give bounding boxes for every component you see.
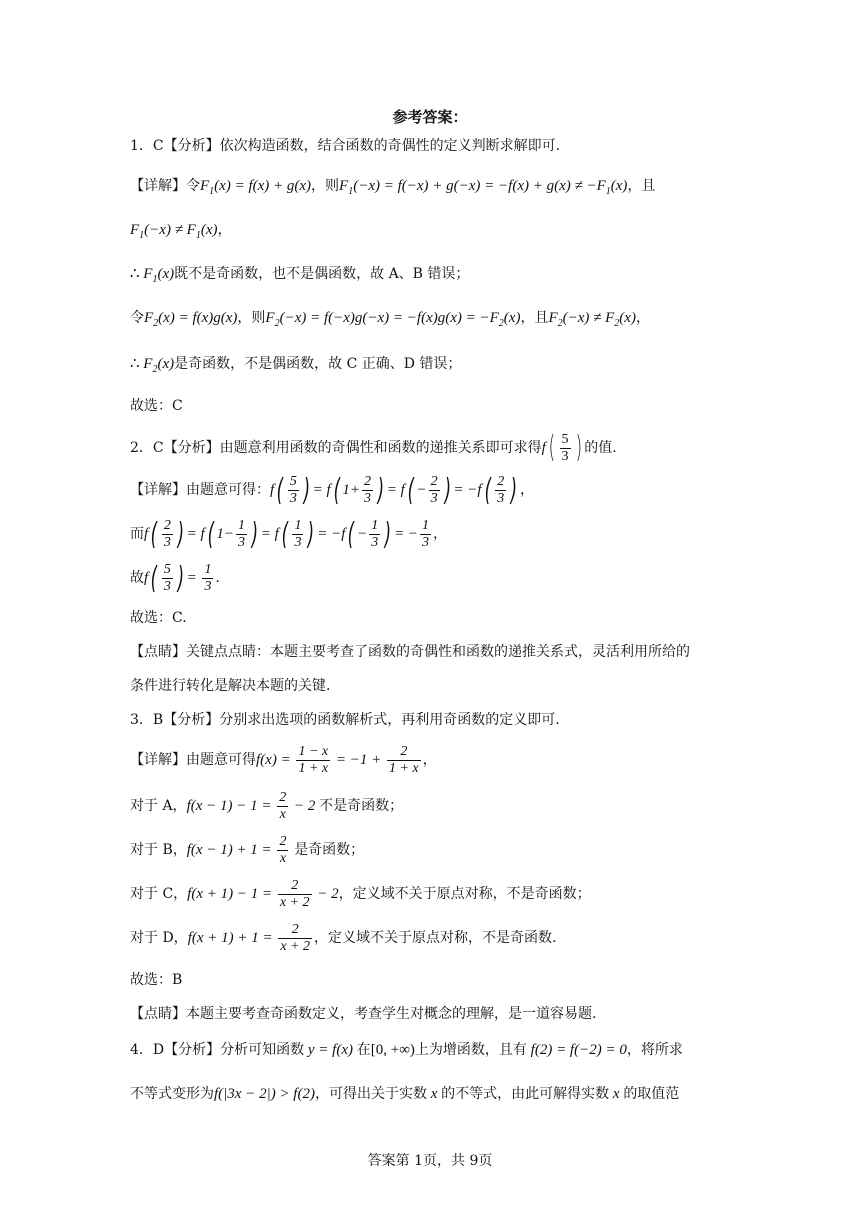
- q4-text: ，可得出关于实数: [314, 1086, 427, 1102]
- q1-formula-ineq2: $F_2(-x) \ne F_2(x)$: [548, 310, 636, 329]
- q3-formula-a: f(x − 1) − 1 = $\frac{2}{x}$ − 2: [186, 790, 320, 823]
- therefore-symbol: ∴: [130, 266, 144, 282]
- q3-option-label: 对于 D，: [130, 930, 188, 946]
- q3-option-label: 对于 A，: [130, 798, 187, 814]
- q3-formula-d: f(x + 1) + 1 = $\frac{2}{x + 2}$: [187, 922, 311, 955]
- q2-detail-label: 【详解】由题意可得：: [130, 482, 270, 498]
- q1-detail-line3: [130, 264, 750, 290]
- q2-formula-chain1: f( $\frac{5}{3}$ ) = f( 1+ $\frac{2}{3}$ ) = f( − $\frac{2}{3}$ ) = −f( $\frac{2}{3}$ ): [270, 472, 518, 508]
- q2-note-text: 条件进行转化是解决本题的关键.: [130, 678, 331, 694]
- q2-answer-text: 故选：C.: [130, 610, 187, 626]
- page-footer: 答案第 1页，共 9页: [367, 1153, 493, 1169]
- q2-detail-line1: [130, 472, 750, 508]
- q4-formula-values: f(2) = f(−2) = 0: [526, 1042, 627, 1058]
- q3-text: 是奇函数；: [294, 842, 365, 858]
- q1-analysis-text: 1．C【分析】依次构造函数，结合函数的奇偶性的定义判断求解即可.: [130, 138, 561, 154]
- q3-analysis-text: 3．B【分析】分别求出选项的函数解析式，再利用奇函数的定义即可.: [130, 712, 560, 728]
- q3-formula-b: f(x − 1) + 1 = $\frac{2}{x}$: [186, 834, 287, 867]
- q2-note-line2: [130, 676, 750, 696]
- q3-text: 不是奇函数；: [319, 798, 404, 814]
- q4-analysis-line1: [130, 1040, 750, 1060]
- q1-text: 是奇函数，不是偶函数，故 C 正确、D 错误；: [174, 356, 462, 372]
- q2-text: .: [215, 570, 220, 586]
- q3-option-label: 对于 C，: [130, 886, 188, 902]
- q3-formula-c: f(x + 1) − 1 = $\frac{2}{x + 2}$ − 2: [187, 878, 339, 911]
- q2-answer: [130, 608, 750, 628]
- q1-detail-line5: [130, 354, 750, 380]
- q1-detail-line4: [130, 308, 750, 334]
- q1-text: ，: [217, 222, 232, 238]
- q2-analysis-text: 2．C【分析】由题意利用函数的奇偶性和函数的递推关系即可求得: [130, 440, 542, 456]
- q2-note-line1: [130, 642, 750, 662]
- q2-formula-result: f( $\frac{5}{3}$ ) = $\frac{1}{3}$: [144, 560, 212, 596]
- q3-detail-label: 【详解】由题意可得: [130, 752, 256, 768]
- q1-formula-f1-neg: $F_1(-x) = f(-x) + g(-x) = -f(x) + g(x) \ne -F_1(x)$: [339, 178, 628, 197]
- q4-text: 4．D【分析】分析可知函数: [130, 1042, 305, 1058]
- q2-note-text: 【点睛】关键点点睛：本题主要考查了函数的奇偶性和函数的递推关系式，灵活利用所给的: [130, 644, 690, 660]
- q4-formula-interval: [0, +∞): [370, 1042, 415, 1058]
- q1-formula: $F_2(x)$: [143, 356, 175, 375]
- q1-formula: $F_1(x)$: [143, 266, 175, 285]
- q1-text: 令: [130, 310, 144, 326]
- q1-answer-text: 故选：C: [130, 398, 183, 414]
- q4-analysis-line2: [130, 1084, 750, 1104]
- q2-detail-line2: [130, 516, 750, 552]
- q2-detail-line3: [130, 560, 750, 596]
- q3-text: ，定义域不关于原点对称，不是奇函数.: [314, 930, 557, 946]
- q4-formula-ineq: f(|3x − 2|) > f(2): [214, 1086, 315, 1102]
- q2-text: 故: [130, 570, 144, 586]
- q4-var: x: [609, 1086, 624, 1102]
- q1-text: 既不是奇函数，也不是偶函数，故 A、B 错误；: [174, 266, 470, 282]
- q1-detail-label: 【详解】令: [130, 178, 200, 194]
- q4-text: 上为增函数，且有: [414, 1042, 527, 1058]
- q3-note: [130, 1004, 750, 1024]
- q1-text: ，则: [311, 178, 340, 194]
- q4-formula: y = f(x): [304, 1042, 357, 1058]
- q2-text: ，: [432, 526, 447, 542]
- page-title: 参考答案：: [392, 108, 468, 126]
- q1-formula-ineq: $F_1(-x) \ne F_1(x)$: [130, 222, 218, 241]
- q1-formula-f2: $F_2(x) = f(x)g(x)$: [144, 310, 238, 329]
- q1-detail-line2: [130, 220, 750, 246]
- q4-text: 在: [356, 1042, 371, 1058]
- therefore-symbol: ∴: [130, 356, 144, 372]
- q4-text: ，将所求: [626, 1042, 683, 1058]
- q3-analysis: [130, 710, 750, 730]
- q3-option-d: [130, 920, 750, 956]
- q2-text: ，: [519, 482, 534, 498]
- q3-option-label: 对于 B，: [130, 842, 187, 858]
- q3-answer-text: 故选：B: [130, 972, 183, 988]
- q2-text: 而: [130, 526, 144, 542]
- q2-formula: f: [541, 440, 546, 456]
- q1-formula-f1: $F_1(x) = f(x) + g(x)$: [200, 178, 312, 197]
- q4-var: x: [426, 1086, 442, 1102]
- q2-formula-chain2: f( $\frac{2}{3}$ ) = f( 1− $\frac{1}{3}$ ) = f( $\frac{1}{3}$ ) = −f( − $\frac{1}{3}$ ) = − $\frac{1}{3}$: [144, 516, 429, 552]
- q4-text: 的不等式，由此可解得实数: [441, 1086, 610, 1102]
- q1-formula-f2-neg: $F_2(-x) = f(-x)g(-x) = -f(x)g(x) = -F_2(x)$: [265, 310, 521, 329]
- q1-analysis: [130, 136, 750, 156]
- q1-detail-line1: [130, 176, 750, 202]
- q3-formula-f: f(x) = $\frac{1 - x}{1 + x}$ = −1 + $\frac{2}{1 + x}$: [256, 744, 419, 777]
- q3-note-text: 【点睛】本题主要考查奇函数定义，考查学生对概念的理解，是一道容易题.: [130, 1006, 597, 1022]
- q2-analysis: 2．C【分析】由题意利用函数的奇偶性和函数的递推关系即可求得f( $\frac{5}{3}$ ) 的值.: [130, 430, 617, 465]
- q3-option-c: [130, 876, 750, 912]
- q3-option-b: [130, 832, 750, 868]
- q4-text: 不等式变形为: [130, 1086, 214, 1102]
- q1-answer: [130, 396, 750, 416]
- q1-text: ，且: [627, 178, 656, 194]
- q1-text: ，: [635, 310, 650, 326]
- q1-text: ，则: [237, 310, 266, 326]
- q3-detail: [130, 742, 750, 778]
- q4-text: 的取值范: [623, 1086, 680, 1102]
- q3-answer: [130, 970, 750, 990]
- q3-text: ，定义域不关于原点对称，不是奇函数；: [338, 886, 591, 902]
- q3-option-a: [130, 788, 750, 824]
- q1-text: ，且: [520, 310, 549, 326]
- q3-text: ，: [422, 752, 437, 768]
- q2-text: 的值.: [584, 440, 617, 456]
